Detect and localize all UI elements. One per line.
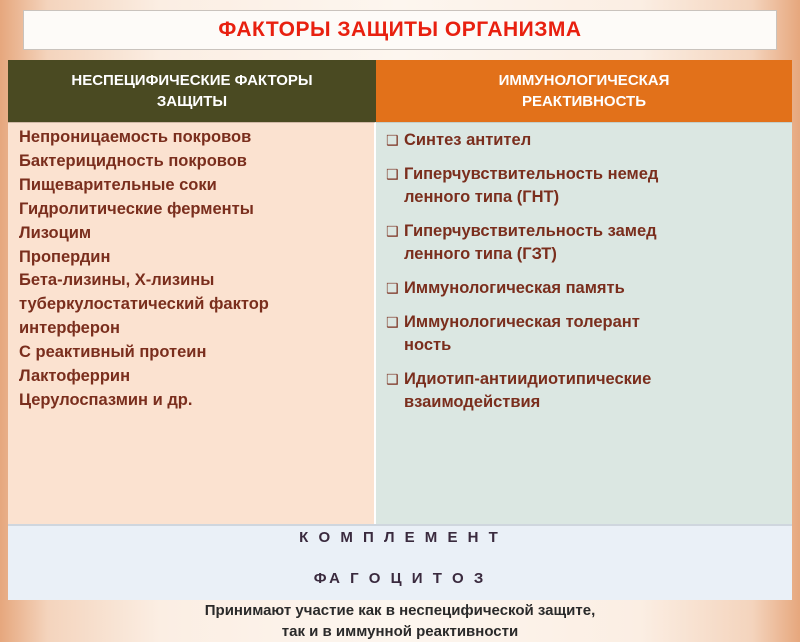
list-item: Церулоспазмин и др. [19,390,193,409]
common-note-line: Принимают участие как в неспецифической защите, [204,602,596,619]
immunological-header-line: РЕАКТИВНОСТЬ [521,93,647,110]
factors-table [8,60,792,640]
title-box [23,10,777,50]
immunological-reactivity-list [376,122,792,524]
list-item-text: Иммунологическая толерант [404,313,640,331]
list-item: Непроницаемость покровов [19,128,252,146]
komplement-label: К О М П Л Е М Е Н Т [299,529,501,546]
list-item: Бактерицидность покровов [19,151,247,170]
list-item-text: Иммунологическая память [404,279,625,297]
nonspecific-header-line: НЕСПЕЦИФИЧЕСКИЕ ФАКТОРЫ [71,72,313,89]
bullet-list-item [386,277,792,300]
list-item: Бета-лизины, Х-лизины [19,271,215,290]
list-item: туберкулостатический фактор [19,295,269,314]
common-note [8,600,792,642]
list-item: Гидролитические ферменты [19,199,254,218]
list-item-text: взаимодействия [404,393,541,411]
list-item: Пищеварительные соки [19,175,217,194]
list-item-text: Гиперчувствительность немед [404,165,659,183]
nonspecific-header-line: ЗАЩИТЫ [156,93,228,110]
list-item-text: Гиперчувствительность замед [404,222,657,240]
bullet-list-item [386,220,792,266]
list-item: Лактоферрин [19,367,131,386]
common-note-line: так и в иммунной реактивности [281,623,519,640]
checkbox-bullet-icon: ❑ [386,314,399,330]
list-item-text: ленного типа (ГНТ) [404,188,560,206]
list-item: интерферон [19,319,120,338]
immunological-header [376,60,792,122]
bullet-list-item [386,368,792,414]
bullet-list-item [386,163,792,209]
list-item: Лизоцим [19,223,92,242]
common-factors-section [8,524,792,640]
bullet-list-item [386,129,792,152]
checkbox-bullet-icon: ❑ [386,280,399,296]
checkbox-bullet-icon: ❑ [386,371,399,387]
list-item-text: ность [404,336,452,354]
page-title: ФАКТОРЫ ЗАЩИТЫ ОРГАНИЗМА [218,18,582,41]
fagocitoz-label: ФА Г О Ц И Т О З [313,570,487,587]
bullet-list-item [386,311,792,357]
list-item: С реактивный протеин [19,343,207,362]
checkbox-bullet-icon: ❑ [386,166,399,182]
list-item-text: ленного типа (ГЗТ) [404,245,557,263]
list-item: Пропердин [19,247,111,266]
list-item-text: Идиотип-антиидиотипические [404,370,652,388]
nonspecific-header [8,60,376,122]
nonspecific-factors-list [8,122,376,524]
list-item-text: Синтез антител [404,131,532,149]
checkbox-bullet-icon: ❑ [386,132,399,148]
immunological-header-line: ИММУНОЛОГИЧЕСКАЯ [498,72,670,89]
checkbox-bullet-icon: ❑ [386,223,399,239]
